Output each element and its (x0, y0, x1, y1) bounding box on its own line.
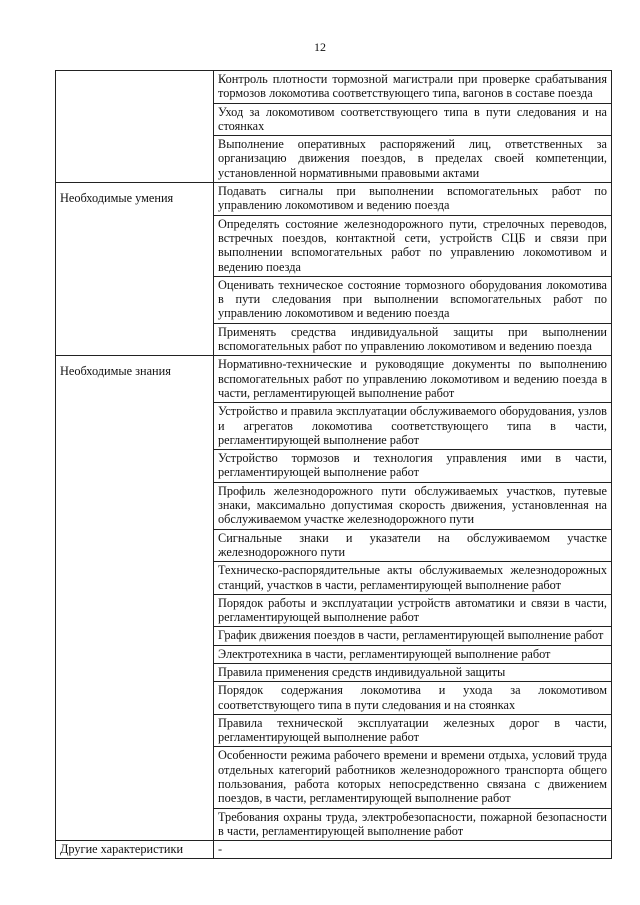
table-row (56, 356, 612, 841)
list-item: Применять средства индивидуальной защиты при выполнении вспомогательных работ по управлению локомотивом и ведению поезда (218, 324, 607, 354)
list-item: Техническо-распорядительные акты обслуживаемых железнодорожных станций, участков в части, регламентирующей выполнение работ (214, 562, 611, 595)
list-item: Уход за локомотивом соответствующего типа в пути следования и на стоянках (214, 104, 611, 137)
list-item: Устройство тормозов и технология управления ими в части, регламентирующей выполнение работ (214, 450, 611, 483)
list-item: Порядок работы и эксплуатации устройств автоматики и связи в части, регламентирующей выполнение работ (214, 595, 611, 628)
list-item: Правила технической эксплуатации железных дорог в части, регламентирующей выполнение работ (214, 715, 611, 748)
row-content (214, 183, 612, 356)
list-item: Сигнальные знаки и указатели на обслуживаемом участке железнодорожного пути (214, 530, 611, 563)
table-row (56, 71, 612, 183)
table-row (56, 841, 612, 858)
list-item: Профиль железнодорожного пути обслуживаемых участков, путевые знаки, максимально допустимая скорость движения, установленная на обслуживаемом участке железнодорожного пути (214, 483, 611, 530)
list-item: Правила применения средств индивидуальной защиты (214, 664, 611, 682)
row-content (214, 356, 612, 841)
table-row (56, 183, 612, 356)
list-item: Подавать сигналы при выполнении вспомогательных работ по управлению локомотивом и ведению поезда (214, 183, 611, 216)
requirements-table (55, 70, 612, 859)
list-item: Электротехника в части, регламентирующей выполнение работ (214, 646, 611, 664)
list-item: Нормативно-технические и руководящие документы по выполнению вспомогательных работ по управлению локомотивом и ведению поезда в части, регламентирующей выполнение работ (214, 356, 611, 403)
row-label: Другие характеристики (56, 841, 214, 858)
row-label: Необходимые знания (56, 356, 214, 841)
list-item: - (218, 842, 223, 857)
list-item: Устройство и правила эксплуатации обслуживаемого оборудования, узлов и агрегатов локомотива соответствующего типа в части, регламентирующей выполнение работ (214, 403, 611, 450)
list-item: Оценивать техническое состояние тормозного оборудования локомотива в пути следования при выполнении вспомогательных работ по управлению локомотивом и ведению поезда (214, 277, 611, 324)
page-number: 12 (314, 40, 326, 54)
row-label: Необходимые умения (56, 183, 214, 356)
list-item: Выполнение оперативных распоряжений лиц, ответственных за организацию движения поездов, в пределах своей компетенции, установленной нормативными правовыми актами (218, 137, 607, 180)
list-item: Определять состояние железнодорожного пути, стрелочных переводов, встречных поездов, контактной сети, устройств СЦБ и связи при выполнении вспомогательных работ по управлению локомотивом и ведению поезда (214, 216, 611, 277)
list-item: Порядок содержания локомотива и ухода за локомотивом соответствующего типа в пути следования и на стоянках (214, 682, 611, 715)
row-label (56, 71, 214, 183)
list-item: График движения поездов в части, регламентирующей выполнение работ (214, 627, 611, 645)
list-item: Требования охраны труда, электробезопасности, пожарной безопасности в части, регламентирующей выполнение работ (218, 809, 607, 838)
row-content (214, 71, 612, 183)
list-item: Контроль плотности тормозной магистрали при проверке срабатывания тормозов локомотива соответствующего типа, вагонов в составе поезда (214, 71, 611, 104)
row-content (214, 841, 612, 858)
list-item: Особенности режима рабочего времени и времени отдыха, условий труда отдельных категорий работников железнодорожного транспорта общего пользования, работа которых непосредственно связана с движением поездов, в части, регламентирующей выполнение работ (214, 747, 611, 808)
